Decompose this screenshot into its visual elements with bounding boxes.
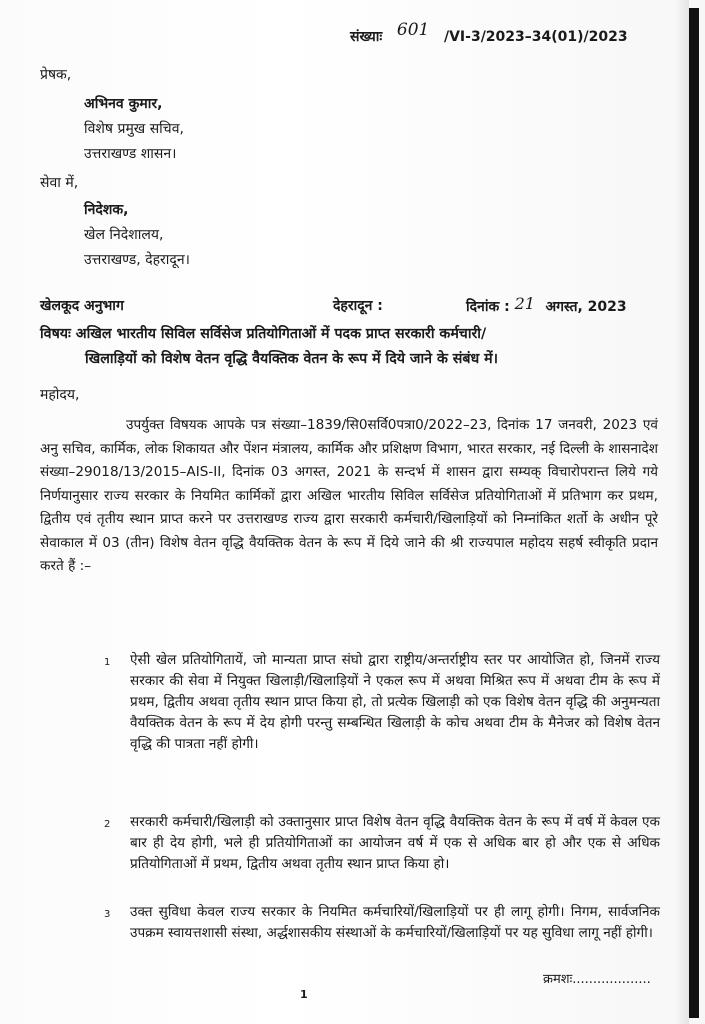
condition-text: ऐसी खेल प्रतियोगितायें, जो मान्यता प्राप्त संघो द्वारा राष्ट्रीय/अन्तर्राष्ट्रीय स्तर पर आयोजित हो, जिनमें राज्य सरकार की सेवा में नियुक्त खिलाड़ी/खिलाड़ियों ने एकल रूप में अथवा मिश्रित रूप में अथवा टीम के रूप में प्रथम, द्वितीय अथवा तृतीय स्थान प्राप्त किया हो, तो प्रत्येक खिलाड़ी को एक विशेष वेतन वृद्धि की अनुमन्यता वैयक्तिक वेतन के रूप में देय होगी परन्तु सम्बन्धित खिलाड़ी के कोच अथवा टीम के मैनेजर को विशेष वेतन वृद्धि की पात्रता नहीं होगी।: [130, 652, 660, 752]
page-number: 1: [300, 988, 308, 1001]
sender-label: प्रेषक,: [40, 67, 72, 83]
sender-designation: विशेष प्रमुख सचिव,: [84, 121, 184, 137]
condition-item: [104, 902, 660, 944]
condition-number: 1: [104, 657, 111, 668]
reference-rest: /VI-3/2023–34(01)/2023: [443, 29, 628, 45]
sender-office: उत्तराखण्ड शासन।: [84, 146, 177, 162]
sender-name: अभिनव कुमार,: [84, 96, 163, 112]
reference-label: संख्याः: [350, 29, 383, 45]
section-name: खेलकूद अनुभाग: [40, 298, 124, 314]
date-rest: अगस्त, 2023: [545, 299, 627, 315]
recipient-office: खेल निदेशालय,: [84, 227, 164, 243]
reference-handwritten-number: 601: [396, 20, 430, 40]
dateline-place: देहरादून :: [333, 298, 383, 314]
subject-line-1: विषयः अखिल भारतीय सिविल सर्विसेज प्रतियोगिताओं में पदक प्राप्त सरकारी कर्मचारी/: [40, 326, 487, 342]
condition-text: उक्त सुविधा केवल राज्य सरकार के नियमित कर्मचारियों/खिलाड़ियों पर ही लागू होगी। निगम, सार्वजनिक उपक्रम स्वायत्तशासी संस्था, अर्द्धशासकीय संस्थाओं के कर्मचारियों/खिलाड़ियों पर यह सुविधा लागू नहीं होगी।: [130, 904, 660, 941]
salutation: महोदय,: [40, 387, 80, 403]
condition-item: [104, 650, 660, 755]
subject-line: [40, 322, 670, 372]
condition-number: 3: [104, 909, 111, 920]
recipient-name: निदेशक,: [84, 202, 129, 218]
condition-text: सरकारी कर्मचारी/खिलाड़ी को उक्तानुसार प्राप्त विशेष वेतन वृद्धि वैयक्तिक वेतन के रूप में वर्ष में केवल एक बार ही देय होगी, भले ही प्रतियोगिताओं का आयोजन वर्ष में एक से अधिक बार हो और एक से अधिक प्रतियोगिताओं में प्रथम, द्वितीय अथवा तृतीय स्थान प्राप्त किया हो।: [130, 814, 660, 872]
reference-number: [350, 20, 628, 46]
recipient-label: सेवा में,: [40, 175, 79, 191]
page-edge-shadow: [675, 0, 689, 1024]
page-edge-binding: [689, 8, 699, 1018]
body-paragraph: उपर्युक्त विषयक आपके पत्र संख्या–1839/सि0सर्वि0पत्रा0/2022–23, दिनांक 17 जनवरी, 2023 एवं अनु सचिव, कार्मिक, लोक शिकायत और पेंशन मंत्रालय, कार्मिक और प्रशिक्षण विभाग, भारत सरकार, नई दिल्ली के शासनादेश संख्या–29018/13/2015–AIS-II, दिनांक 03 अगस्त, 2021 के सन्दर्भ में शासन द्वारा सम्यक् विचारोपरान्त लिये गये निर्णयानुसार राज्य सरकार के नियमित कार्मिकों द्वारा अखिल भारतीय सिविल सर्विसेज प्रतियोगिताओं में प्रतिभाग कर प्रथम, द्वितीय एवं तृतीय स्थान प्राप्त करने पर उत्तराखण्ड राज्य द्वारा सरकारी कर्मचारी/खिलाड़ियों को निम्नांकित शर्तो के अधीन पूरे सेवाकाल में 03 (तीन) विशेष वेतन वृद्धि वैयक्तिक वेतन के रूप में दिये जाने की श्री राज्यपाल महोदय सहर्ष स्वीकृति प्रदान करते हैं :–: [40, 417, 658, 574]
condition-item: [104, 812, 660, 875]
subject-line-2: खिलाड़ियों को विशेष वेतन वृद्धि वैयक्तिक वेतन के रूप में दिये जाने के संबंध में।: [85, 351, 498, 367]
date-label: दिनांक :: [466, 299, 510, 315]
date-handwritten-day: 21: [514, 294, 535, 313]
continued-marker: क्रमशः...................: [543, 972, 651, 987]
dateline-date: [466, 296, 627, 316]
condition-number: 2: [104, 819, 111, 830]
recipient-place: उत्तराखण्ड, देहरादून।: [84, 252, 190, 268]
